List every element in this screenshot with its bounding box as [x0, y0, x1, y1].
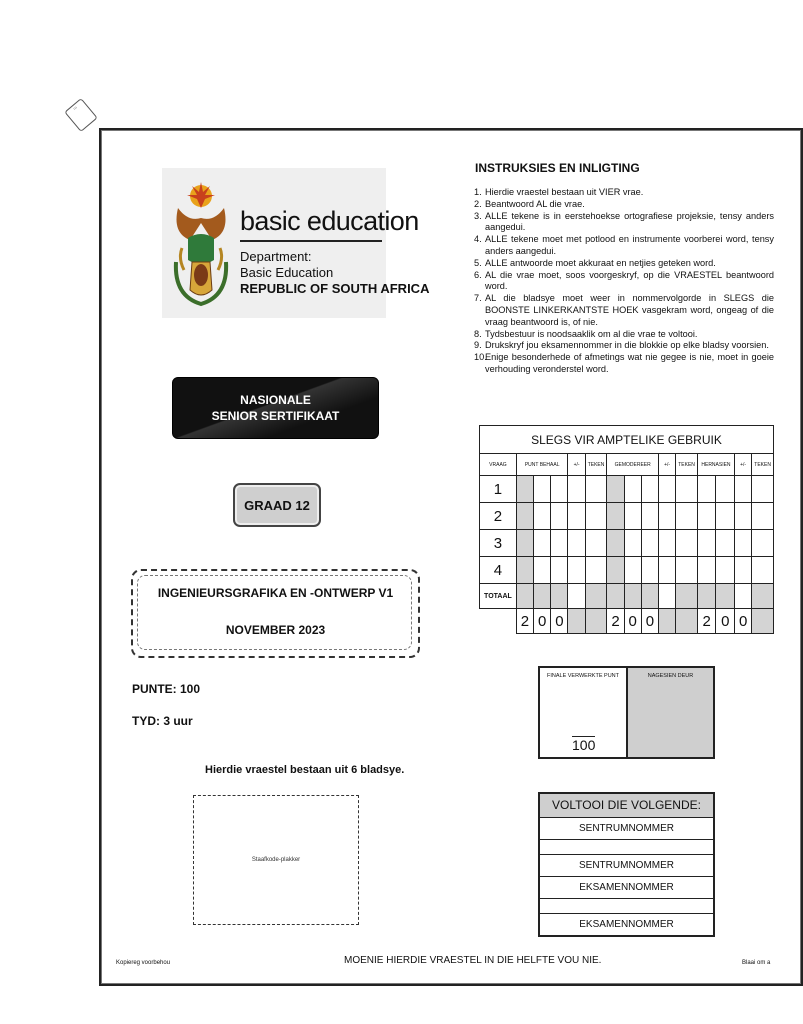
final-mark-label: FINALE VERWERKTE PUNT	[546, 673, 620, 679]
instruction-text: Beantwoord AL die vrae.	[485, 198, 585, 209]
instruction-item	[474, 199, 774, 211]
instruction-number: 7.	[474, 293, 482, 304]
mark-cell[interactable]	[551, 557, 568, 584]
col-teken: TEKEN	[585, 454, 607, 476]
instruction-item	[474, 211, 774, 235]
instruction-item	[474, 293, 774, 328]
brand-name: basic education	[240, 206, 419, 236]
instruction-text: Hierdie vraestel bestaan uit VIER vrae.	[485, 187, 644, 197]
mark-cell[interactable]	[659, 476, 676, 503]
mark-cell[interactable]	[716, 530, 735, 557]
barcode-label: Staafkode-plakker	[251, 857, 301, 863]
mark-cell[interactable]	[752, 530, 774, 557]
exam-session: NOVEMBER 2023	[225, 623, 326, 637]
mark-cell[interactable]	[752, 557, 774, 584]
mark-cell[interactable]	[641, 503, 658, 530]
official-use-header: SLEGS VIR AMPTELIKE GEBRUIK	[480, 426, 774, 454]
mark-cell[interactable]	[568, 476, 585, 503]
mark-cell[interactable]	[752, 476, 774, 503]
mark-cell[interactable]	[716, 476, 735, 503]
instruction-number: 5.	[474, 257, 482, 268]
instruction-item	[474, 340, 774, 352]
instruction-item	[474, 234, 774, 258]
mark-cell[interactable]	[585, 557, 607, 584]
mark-cell[interactable]	[641, 530, 658, 557]
instruction-item	[474, 270, 774, 294]
col-gemodereer: GEMODEREER	[607, 454, 659, 476]
moderator-label: NAGESIEN DEUR	[647, 673, 694, 679]
col-hernasien: HERNASIEN	[697, 454, 734, 476]
dept-line: Basic Education	[240, 265, 334, 280]
col-plus-minus: +/-	[568, 454, 585, 476]
total-digit: 0	[641, 609, 658, 634]
instructions-title: INSTRUKSIES EN INLIGTING	[475, 161, 640, 175]
complete-following-box	[538, 792, 715, 937]
question-number: 1	[480, 476, 517, 503]
total-digit: 0	[534, 609, 551, 634]
total-digit: 0	[551, 609, 568, 634]
certificate-title-box	[172, 377, 379, 439]
total-digit: 2	[697, 609, 716, 634]
mark-cell[interactable]	[551, 476, 568, 503]
mark-cell[interactable]	[585, 530, 607, 557]
total-digit: 0	[716, 609, 735, 634]
coat-of-arms-icon	[170, 178, 232, 308]
mark-cell[interactable]	[716, 557, 735, 584]
mark-cell[interactable]	[659, 557, 676, 584]
mark-cell[interactable]	[534, 476, 551, 503]
col-teken: TEKEN	[752, 454, 774, 476]
mark-cell[interactable]	[735, 557, 752, 584]
mark-cell[interactable]	[716, 503, 735, 530]
question-number: 4	[480, 557, 517, 584]
instruction-number: 4.	[474, 234, 482, 245]
mark-cell	[607, 557, 624, 584]
mark-cell[interactable]	[735, 476, 752, 503]
question-number: 3	[480, 530, 517, 557]
instruction-number: 1.	[474, 187, 482, 197]
instruction-number: 10.	[474, 352, 487, 363]
instruction-number: 6.	[474, 269, 482, 280]
mark-cell[interactable]	[585, 476, 607, 503]
centre-number-label: SENTRUMNOMMER	[540, 817, 713, 839]
instruction-text: Tydsbestuur is noodsaaklik om al die vrae te voltooi.	[485, 328, 698, 339]
mark-cell[interactable]	[659, 530, 676, 557]
mark-cell[interactable]	[534, 557, 551, 584]
exam-number-label: EKSAMENNOMMER	[540, 876, 713, 898]
instruction-item	[474, 352, 774, 376]
mark-cell[interactable]	[659, 503, 676, 530]
instruction-item	[474, 258, 774, 270]
mark-cell[interactable]	[676, 530, 698, 557]
instruction-number: 8.	[474, 328, 482, 339]
corner-stamp-icon: ▭	[64, 98, 98, 132]
copyright-note: Kopiereg voorbehou	[116, 960, 171, 966]
mark-cell	[607, 476, 624, 503]
exam-number-field[interactable]	[540, 898, 713, 913]
question-row	[480, 530, 774, 557]
mark-cell[interactable]	[676, 557, 698, 584]
instruction-text: Drukskryf jou eksamennommer in die blokkie op elke bladsy voorsien.	[485, 340, 769, 351]
instructions-list	[474, 187, 774, 376]
mark-cell[interactable]	[551, 503, 568, 530]
mark-cell	[516, 503, 533, 530]
mark-cell	[607, 503, 624, 530]
time-text: TYD: 3 uur	[132, 714, 193, 728]
col-punt-behaal: PUNT BEHAAL	[516, 454, 568, 476]
mark-cell[interactable]	[676, 503, 698, 530]
col-plus-minus: +/-	[659, 454, 676, 476]
total-digit: 0	[624, 609, 641, 634]
instruction-number: 9.	[474, 340, 482, 351]
mark-cell[interactable]	[624, 503, 641, 530]
mark-cell[interactable]	[676, 476, 698, 503]
subject-name: INGENIEURSGRAFIKA EN -ONTWERP V1	[157, 586, 394, 600]
certificate-title-line: NASIONALE	[240, 393, 311, 407]
moderator-cell	[628, 668, 713, 757]
pages-note: Hierdie vraestel bestaan uit 6 bladsye.	[205, 764, 405, 776]
fold-warning: MOENIE HIERDIE VRAESTEL IN DIE HELFTE VOU NIE.	[344, 955, 602, 966]
centre-number-label: SENTRUMNOMMER	[540, 854, 713, 876]
total-digit: 0	[735, 609, 752, 634]
final-mark-cell[interactable]	[540, 668, 628, 757]
mark-cell[interactable]	[735, 503, 752, 530]
mark-cell[interactable]	[534, 530, 551, 557]
instruction-text: AL die vrae moet, soos voorgeskryf, op die VRAESTEL beantwoord word.	[485, 269, 774, 292]
mark-cell[interactable]	[624, 557, 641, 584]
question-row	[480, 557, 774, 584]
mark-cell[interactable]	[624, 476, 641, 503]
country-line: REPUBLIC OF SOUTH AFRICA	[240, 281, 430, 296]
mark-cell[interactable]	[551, 530, 568, 557]
final-mark-max: 100	[572, 737, 596, 753]
mark-cell[interactable]	[697, 530, 716, 557]
instruction-item	[474, 187, 774, 199]
mark-cell	[516, 530, 533, 557]
instruction-text: ALLE tekene moet met potlood en instrumente voorberei word, tensy anders aangedui.	[485, 234, 774, 256]
instruction-number: 3.	[474, 210, 482, 221]
department-text	[240, 249, 429, 297]
col-teken: TEKEN	[676, 454, 698, 476]
marks-text: PUNTE: 100	[132, 682, 201, 696]
mark-cell[interactable]	[697, 476, 716, 503]
mark-cell[interactable]	[697, 503, 716, 530]
turn-over-note: Blaai om a	[742, 960, 771, 966]
mark-cell[interactable]	[641, 557, 658, 584]
question-row	[480, 476, 774, 503]
question-number: 2	[480, 503, 517, 530]
mark-cell[interactable]	[735, 530, 752, 557]
instruction-number: 2.	[474, 198, 482, 209]
mark-cell[interactable]	[585, 503, 607, 530]
col-plus-minus: +/-	[735, 454, 752, 476]
col-vraag: VRAAG	[480, 454, 517, 476]
mark-cell[interactable]	[752, 503, 774, 530]
certificate-title-line: SENIOR SERTIFIKAAT	[211, 409, 340, 423]
instruction-item	[474, 329, 774, 341]
grade-badge: GRAAD 12	[233, 483, 321, 527]
mark-cell[interactable]	[568, 503, 585, 530]
instruction-text: Enige besonderhede of afmetings wat nie gegee is nie, moet in goeie verhouding veronderstel word.	[485, 352, 774, 374]
question-row	[480, 503, 774, 530]
instruction-text: AL die bladsye moet weer in nommervolgorde in SLEGS die BOONSTE LINKERKANTSTE HOEK vasgekram word, ongeag of die vraag beantwoord is, of nie.	[485, 293, 774, 327]
mark-cell[interactable]	[697, 557, 716, 584]
mark-cell[interactable]	[641, 476, 658, 503]
mark-cell	[516, 476, 533, 503]
instruction-text: ALLE antwoorde moet akkuraat en netjies geteken word.	[485, 257, 716, 268]
mark-cell[interactable]	[624, 530, 641, 557]
total-label: TOTAAL	[480, 584, 517, 609]
mark-cell	[607, 530, 624, 557]
mark-cell[interactable]	[568, 530, 585, 557]
mark-cell[interactable]	[534, 503, 551, 530]
brand-divider	[240, 240, 382, 242]
mark-cell[interactable]	[568, 557, 585, 584]
official-use-table	[479, 425, 774, 634]
dept-line: Department:	[240, 249, 312, 264]
centre-number-field[interactable]	[540, 839, 713, 854]
complete-header: VOLTOOI DIE VOLGENDE:	[540, 794, 713, 817]
exam-number-label: EKSAMENNOMMER	[540, 913, 713, 935]
instruction-text: ALLE tekene is in eerstehoekse ortografiese projeksie, tensy anders aangedui.	[485, 210, 774, 233]
final-mark-box	[538, 666, 715, 759]
total-digit: 2	[516, 609, 533, 634]
total-digit: 2	[607, 609, 624, 634]
mark-cell	[516, 557, 533, 584]
barcode-sticker-area	[193, 795, 359, 925]
